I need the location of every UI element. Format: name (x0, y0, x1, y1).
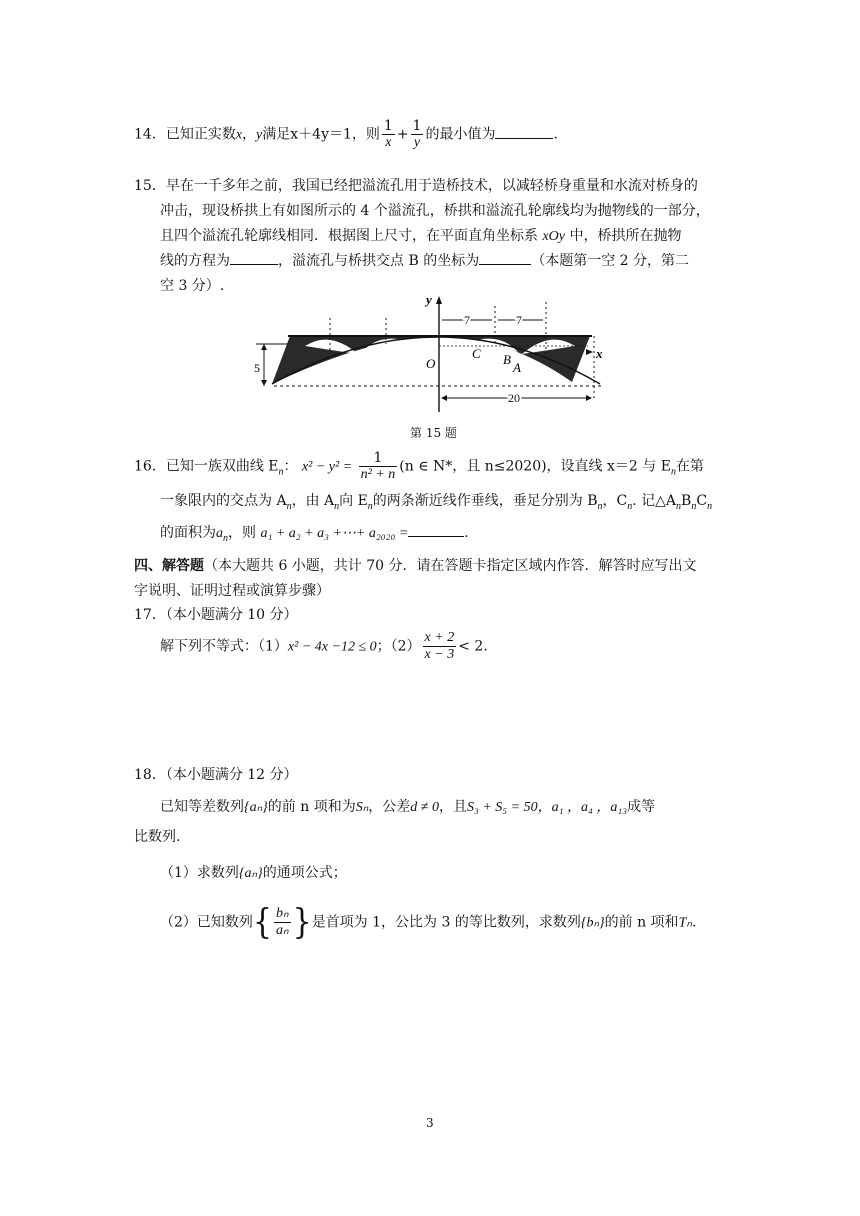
question-16-line1: 16．已知一族双曲线 $E_n$： x² − y² = $\frac{1}{\text{n² + n}}$ (n ∈ N*，且 n≤2020)，设直线 x＝2 与 $E_n$在第 (134, 450, 704, 482)
question-15-line2: 冲击，现设桥拱上有如图所示的 4 个溢流孔，桥拱和溢流孔轮廓线均为抛物线的一部分， (160, 203, 710, 219)
dimension-label: 5 (254, 361, 260, 375)
section-description: 字说明、证明过程或演算步骤） (134, 583, 330, 599)
dimension-label: 7 (464, 313, 470, 327)
question-number: 15． (134, 178, 166, 194)
x-axis-label: x (596, 346, 603, 361)
fraction: $\frac{1}{x}$ (383, 118, 393, 150)
y-axis-label: y (426, 292, 432, 307)
question-15-line4: 线的方程为 ，溢流孔与桥拱交点 B 的坐标为 （本题第一空 2 分，第二 (160, 250, 689, 270)
page-number: 3 (426, 1116, 434, 1130)
origin-label: O (426, 356, 436, 371)
dimension-label: 20 (508, 391, 520, 405)
figure-caption: 第 15 题 (410, 426, 457, 440)
question-18-header: 18．（本小题满分 12 分） (134, 767, 298, 783)
question-number: 14． (134, 126, 166, 143)
question-15-line1: 15．早在一千多年之前，我国已经把溢流孔用于造桥技术，以减轻桥身重量和水流对桥身的 (134, 178, 698, 194)
question-15-line5: 空 3 分）. (160, 278, 225, 294)
fraction: $\frac{1}{\text{n² + n}}$ (360, 450, 396, 482)
question-18-part2: （2）已知数列{ $\frac{\text{bₙ}}{\text{aₙ}}$ }是首项为 1，公比为 3 的等比数列，求数列{bₙ}的前 n 项和Tₙ. (160, 901, 697, 943)
dimension-label: 7 (516, 313, 522, 327)
point-c-label: C (472, 346, 481, 361)
answer-blank-2[interactable] (479, 250, 531, 265)
answer-blank[interactable] (495, 124, 553, 139)
question-17-header: 17．（本小题满分 10 分） (134, 607, 298, 623)
fraction: $\frac{x + 2}{x - 3}$ (424, 630, 455, 662)
question-number: 16． (134, 458, 166, 475)
bridge-figure (250, 292, 610, 418)
point-b-label: B (503, 352, 511, 367)
question-18-part1: （1）求数列{aₙ}的通项公式； (160, 865, 347, 881)
point-a-label: A (513, 360, 521, 375)
question-15-line3: 且四个溢流孔轮廓线相同．根据图上尺寸，在平面直角坐标系 xOy 中，桥拱所在抛物 (160, 228, 682, 244)
question-17-body: 解下列不等式：（1）x² − 4x −12 ≤ 0；（2） $\frac{x + 2}{x - 3}$ < 2. (160, 630, 488, 662)
fraction: $\frac{\text{bₙ}}{\text{aₙ}}$ (276, 906, 289, 938)
question-16-line2: 一象限内的交点为 $A_n$，由 $A_n$向 $E_n$的两条渐近线作垂线，垂足分别为 $B_n$，$C_n$. 记$\triangle A_nB_nC_n$ (160, 493, 713, 512)
question-14: 14．已知正实数x，y满足x＋4y＝1，则 $\frac{1}{x}$ + $\frac{1}{y}$ 的最小值为 . (134, 118, 558, 150)
question-18-line1: 已知等差数列{aₙ}的前 n 项和为Sₙ，公差d ≠ 0，且S₃ + S₅ = 50，a₁ ，a₄ ，a₁₃成等 (160, 799, 656, 815)
answer-blank-1[interactable] (230, 250, 278, 265)
question-18-line2: 比数列. (134, 829, 181, 845)
question-16-line3: 的面积为$a_n$，则 a₁ + a₂ + a₃ +⋯+ a₂₀₂₀ = . (160, 522, 469, 544)
section-heading: 四、解答题（本大题共 6 小题，共计 70 分．请在答题卡指定区域内作答．解答时应写出文 (134, 558, 697, 574)
fraction: $\frac{1}{y}$ (412, 118, 422, 150)
answer-blank[interactable] (408, 522, 464, 537)
